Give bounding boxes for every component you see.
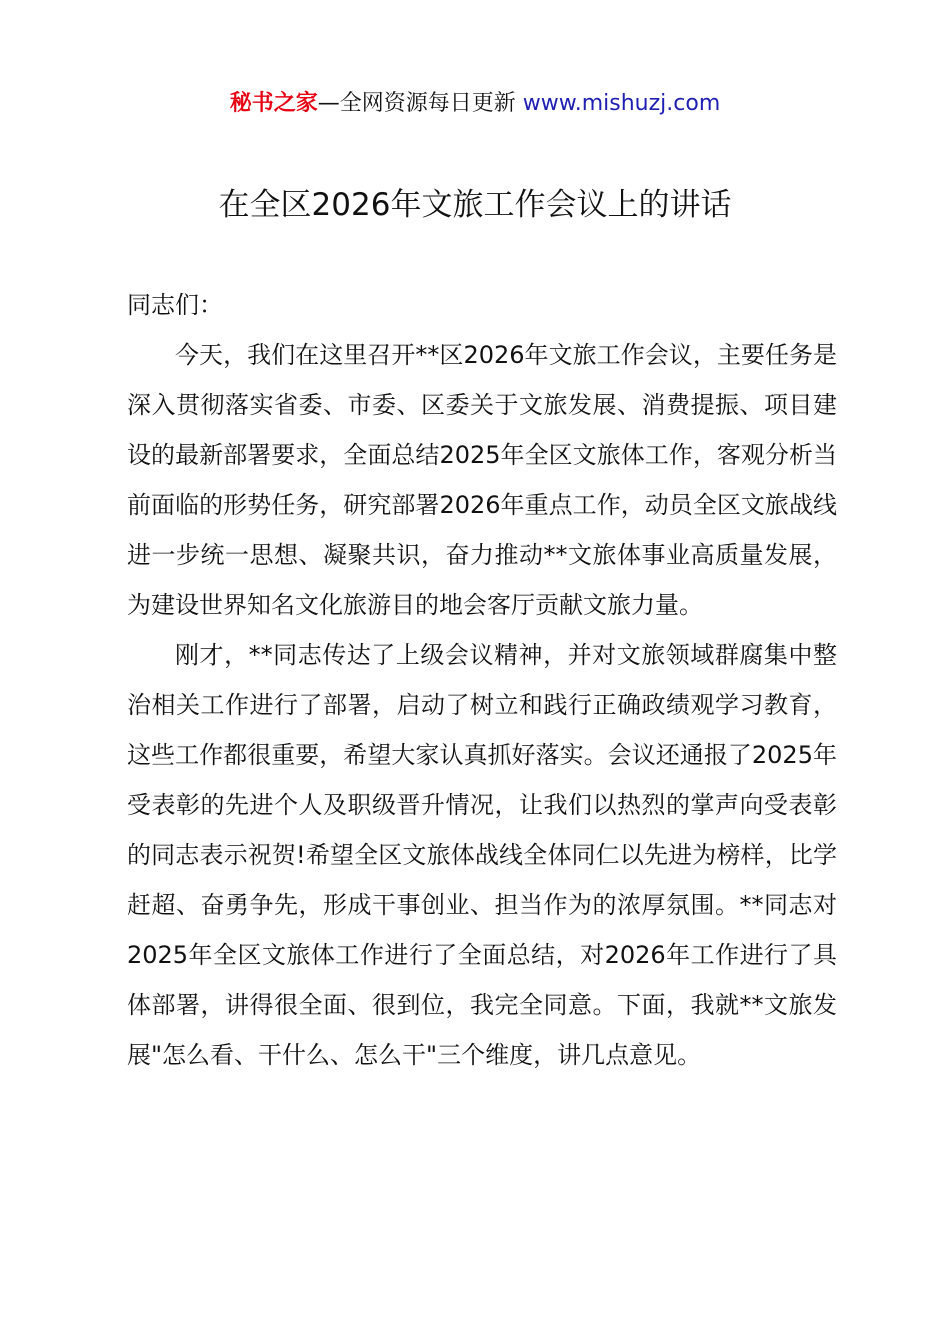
body-paragraph: 刚才，**同志传达了上级会议精神，并对文旅领域群腐集中整治相关工作进行了部署，启动了树立和践行正确政绩观学习教育，这些工作都很重要，希望大家认真抓好落实。会议还通报了2025年受表彰的先进个人及职级晋升情况，让我们以热烈的掌声向受表彰的同志表示祝贺!希望全区文旅体战线全体同仁以先进为榜样，比学赶超、奋勇争先，形成干事创业、担当作为的浓厚氛围。**同志对2025年全区文旅体工作进行了全面总结，对2026年工作进行了具体部署，讲得很全面、很到位，我完全同意。下面，我就**文旅发展"怎么看、干什么、怎么干"三个维度，讲几点意见。	[127, 641, 837, 1069]
document-title: 在全区2026年文旅工作会议上的讲话	[218, 187, 732, 223]
header-tagline: —全网资源每日更新	[317, 91, 523, 116]
site-url-link[interactable]: www.mishuzj.com	[522, 91, 721, 116]
site-header	[0, 86, 950, 122]
document-body	[127, 280, 837, 1080]
salutation: 同志们：	[127, 291, 223, 319]
brand-name: 秘书之家	[229, 91, 318, 116]
body-paragraph: 今天，我们在这里召开**区2026年文旅工作会议，主要任务是深入贯彻落实省委、市委、区委关于文旅发展、消费提振、项目建设的最新部署要求，全面总结2025年全区文旅体工作，客观分析当前面临的形势任务，研究部署2026年重点工作，动员全区文旅战线进一步统一思想、凝聚共识，奋力推动**文旅体事业高质量发展，为建设世界知名文化旅游目的地会客厅贡献文旅力量。	[127, 341, 837, 619]
